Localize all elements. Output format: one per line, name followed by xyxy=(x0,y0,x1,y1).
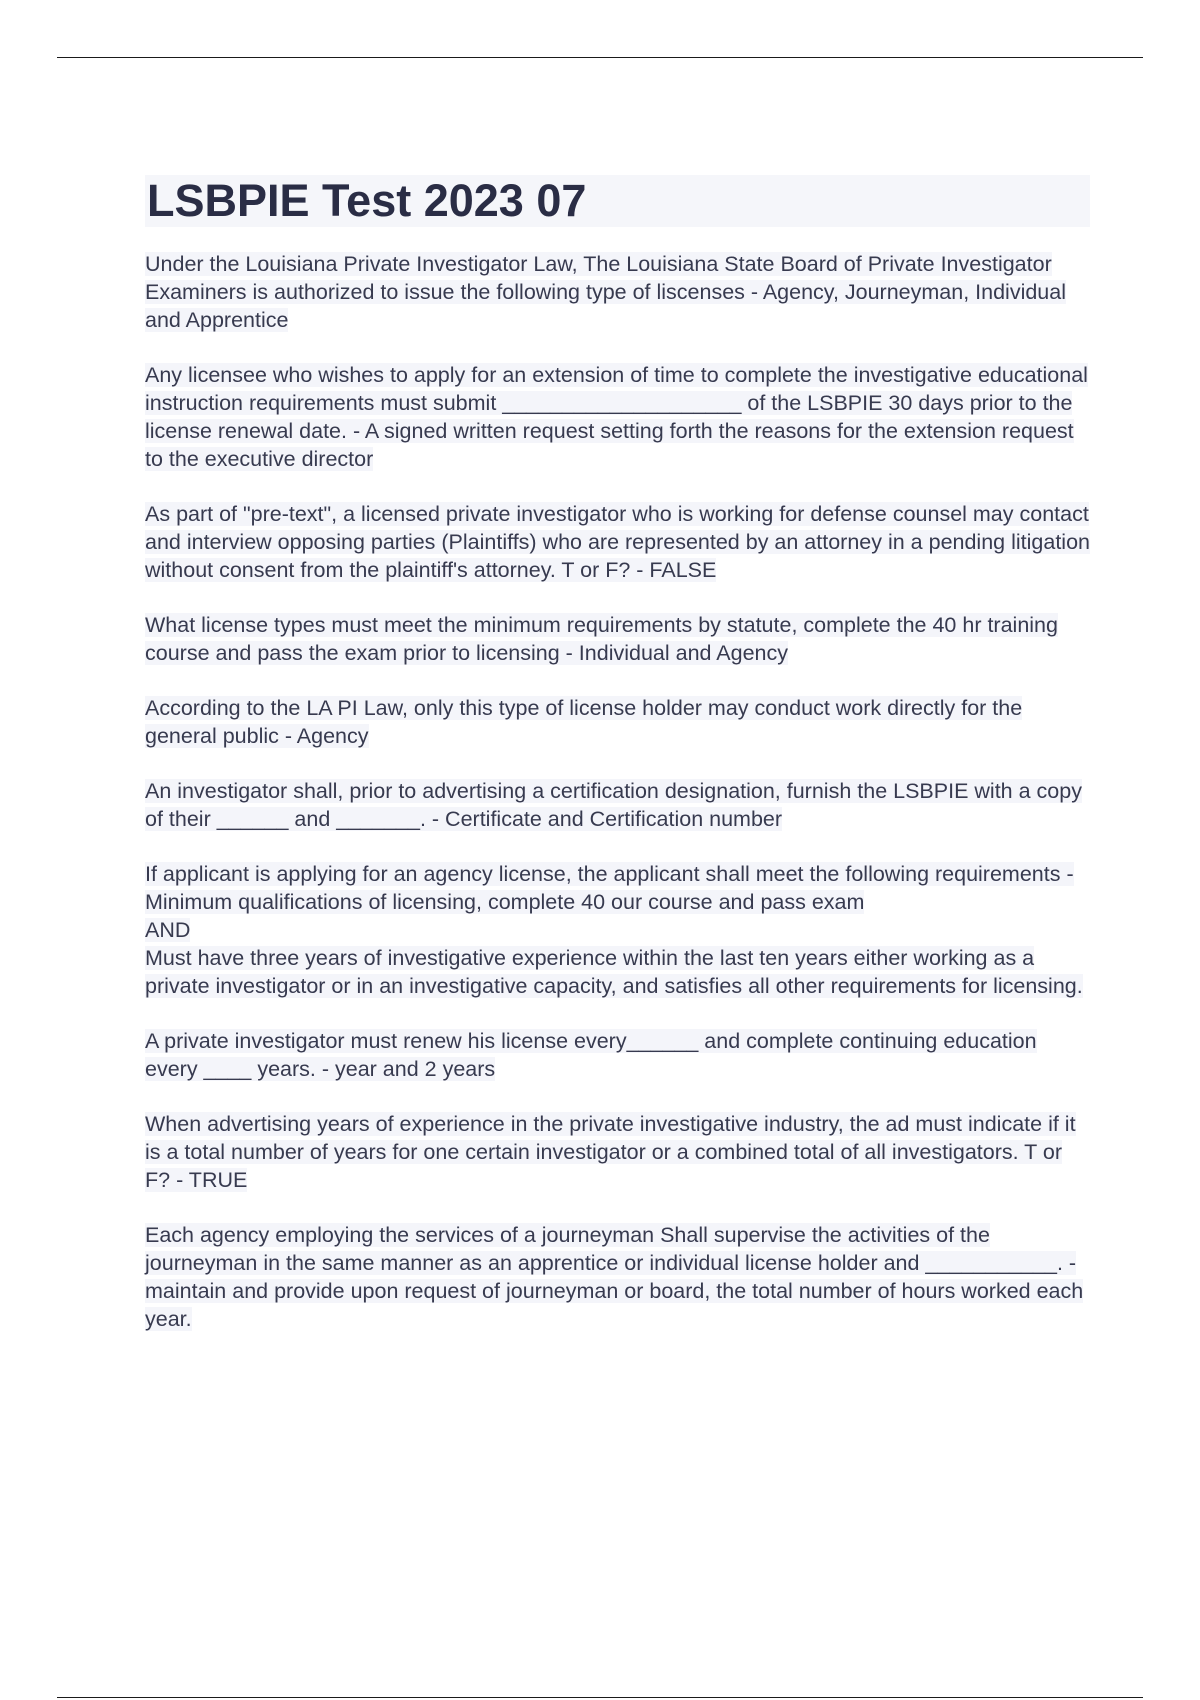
qa-item-8 xyxy=(145,1027,1090,1083)
qa-text: An investigator shall, prior to advertising a certification designation, furnish the LSBPIE with a copy of their ______ and _______. - Certificate and Certification number xyxy=(145,779,1082,831)
document-body xyxy=(145,175,1090,1360)
qa-text: Each agency employing the services of a journeyman Shall supervise the activities of the journeyman in the same manner as an apprentice or individual license holder and ___________. - maintain and provide upon request of journeyman or board, the total number of hours worked each year. xyxy=(145,1223,1084,1331)
qa-item-10 xyxy=(145,1221,1090,1333)
qa-item-7 xyxy=(145,860,1090,1000)
qa-text: A private investigator must renew his license every______ and complete continuing education every ____ years. - year and 2 years xyxy=(145,1029,1037,1081)
qa-text: If applicant is applying for an agency license, the applicant shall meet the following requirements - Minimum qualifications of licensing, complete 40 our course and pass exam AND Must have three years of investigative experience within the last ten years either working as a private investigator or in an investigative capacity, and satisfies all other requirements for licensing. xyxy=(145,862,1083,998)
qa-item-5 xyxy=(145,694,1090,750)
qa-item-1 xyxy=(145,250,1090,334)
top-rule xyxy=(57,57,1143,58)
qa-item-9 xyxy=(145,1110,1090,1194)
qa-item-4 xyxy=(145,611,1090,667)
qa-item-6 xyxy=(145,777,1090,833)
document-title: LSBPIE Test 2023 07 xyxy=(145,175,1090,227)
qa-text: Any licensee who wishes to apply for an extension of time to complete the investigative educational instruction requirements must submit ____________________ of the LSBPIE 30 days prior to the license renewal date. - A signed written request setting forth the reasons for the extension request to the executive director xyxy=(145,363,1088,471)
bottom-rule xyxy=(57,1697,1143,1698)
qa-text: Under the Louisiana Private Investigator Law, The Louisiana State Board of Private Investigator Examiners is authorized to issue the following type of liscenses - Agency, Journeyman, Individual and Apprentice xyxy=(145,252,1066,332)
qa-item-3 xyxy=(145,500,1090,584)
qa-text: What license types must meet the minimum requirements by statute, complete the 40 hr training course and pass the exam prior to licensing - Individual and Agency xyxy=(145,613,1058,665)
qa-text: As part of "pre-text", a licensed private investigator who is working for defense counsel may contact and interview opposing parties (Plaintiffs) who are represented by an attorney in a pending litigation without consent from the plaintiff's attorney. T or F? - FALSE xyxy=(145,502,1090,582)
qa-item-2 xyxy=(145,361,1090,473)
qa-text: According to the LA PI Law, only this type of license holder may conduct work directly for the general public - Agency xyxy=(145,696,1023,748)
qa-text: When advertising years of experience in the private investigative industry, the ad must indicate if it is a total number of years for one certain investigator or a combined total of all investigators. T or F? - TRUE xyxy=(145,1112,1076,1192)
